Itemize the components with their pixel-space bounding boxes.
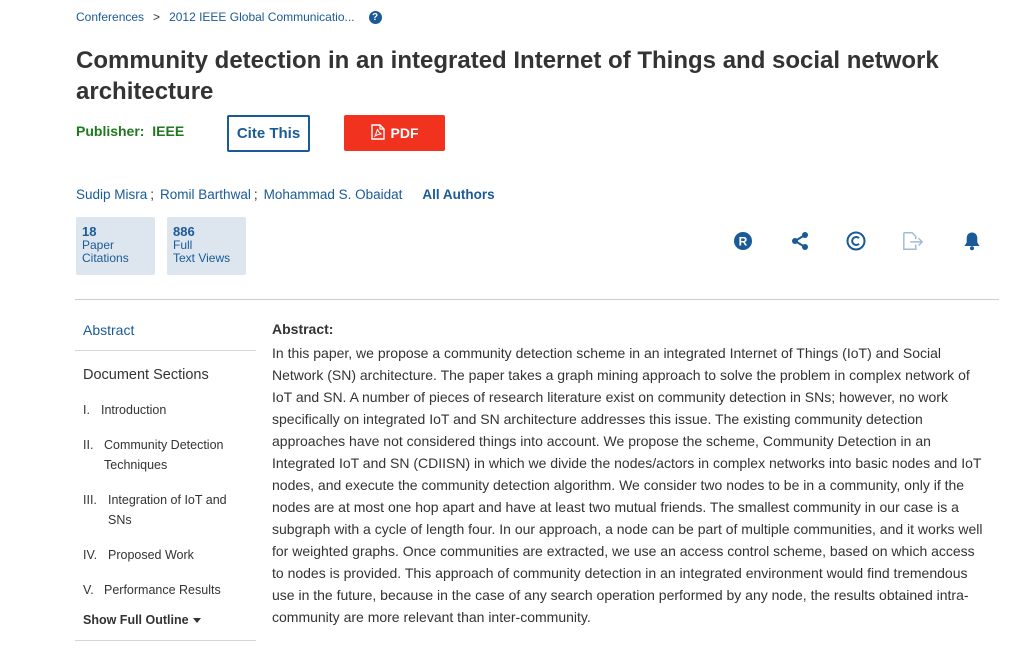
section-divider <box>75 299 999 300</box>
author-separator: ; <box>150 187 155 202</box>
metric-label-line1: Paper <box>82 238 115 252</box>
help-icon[interactable]: ? <box>369 11 382 24</box>
full-text-views-metric[interactable] <box>167 217 246 275</box>
metric-label-line2: Citations <box>82 251 129 265</box>
outline-item-integration[interactable] <box>83 490 253 530</box>
document-sections-heading: Document Sections <box>83 367 209 383</box>
caret-down-icon <box>193 618 201 623</box>
cite-this-button[interactable]: Cite This <box>227 115 310 152</box>
breadcrumb-separator: > <box>153 10 161 24</box>
share-icon[interactable] <box>789 230 811 252</box>
metric-label-line1: Full <box>173 238 193 252</box>
publisher-label: Publisher: <box>76 123 145 139</box>
pdf-button-label: PDF <box>390 125 419 141</box>
outline-item-performance-results[interactable] <box>83 580 253 600</box>
outline-number: V. <box>83 583 94 597</box>
abstract-text: In this paper, we propose a community detection scheme in an integrated Internet of Things (IoT) and Social Network (SN) architecture. The paper takes a graph mining approach to solve the problem in complex network of IoT and SN. A number of pieces of research literature exist on community detection in SNs; however, no work specifically on integrated IoT and SN architecture addresses this issue. The existing community detection approaches have not considered things into account. We propose the scheme, Community Detection in an Integrated IoT and SN (CDIISN) in which we divide the nodes/actors in complex networks into basic nodes and IoT nodes, and execute the community detection algorithm. We consider two nodes to be in a community, only if the nodes are at most one hop apart and have at least two mutual friends. The smallest community in our case is a subgraph with a cycle of length four. In our approach, a node can be part of multiple communities, and it works well for weighted graphs. Once communities are extracted, we use an access control scheme, based on which access to nodes is provided. This approach of community detection in an integrated environment would find tremendous use in the future, because in the case of any search operation performed by any node, the results obtained intra-community are more relevant than inter-community. <box>272 345 983 625</box>
show-outline-label: Show Full Outline <box>83 613 189 627</box>
sidebar-divider <box>75 640 256 641</box>
outline-number: II. <box>83 438 94 452</box>
paper-citations-metric[interactable] <box>76 217 155 275</box>
author-link[interactable]: Mohammad S. Obaidat <box>263 187 403 202</box>
sidebar-abstract-link[interactable]: Abstract <box>83 322 135 338</box>
outline-text: Integration of IoT and SNs <box>108 493 227 527</box>
author-separator: ; <box>253 187 258 202</box>
rights-icon[interactable] <box>732 230 754 252</box>
page-title: Community detection in an integrated Internet of Things and social network architecture <box>76 47 939 105</box>
outline-number: III. <box>83 493 97 507</box>
breadcrumb <box>76 10 382 24</box>
breadcrumb-conferences[interactable]: Conferences <box>76 10 145 24</box>
author-link[interactable]: Sudip Misra <box>76 187 148 202</box>
outline-text: Proposed Work <box>108 548 194 562</box>
outline-item-community-detection[interactable] <box>83 435 253 475</box>
metric-value: 886 <box>173 224 195 239</box>
outline-number: I. <box>83 403 90 417</box>
outline-number: IV. <box>83 548 98 562</box>
rights-icon-glyph: R <box>738 234 748 249</box>
abstract-heading: Abstract: <box>272 321 334 337</box>
outline-item-introduction[interactable] <box>83 400 253 420</box>
outline-item-proposed-work[interactable] <box>83 545 253 565</box>
publisher <box>76 123 184 139</box>
pdf-button[interactable] <box>344 115 445 151</box>
metric-label-line2: Text Views <box>173 251 231 265</box>
show-full-outline-button[interactable] <box>83 613 201 627</box>
pdf-icon <box>371 124 385 143</box>
sidebar-divider <box>75 350 256 351</box>
author-link[interactable]: Romil Barthwal <box>160 187 251 202</box>
alert-bell-icon[interactable] <box>961 230 983 252</box>
outline-text: Performance Results <box>104 583 221 597</box>
breadcrumb-conference-name[interactable]: 2012 IEEE Global Communicatio... <box>169 10 355 24</box>
outline-text: Introduction <box>101 403 167 417</box>
metric-value: 18 <box>82 224 97 239</box>
all-authors-link[interactable]: All Authors <box>422 187 495 202</box>
author-list <box>76 187 495 202</box>
copyright-icon[interactable] <box>845 230 867 252</box>
outline-text: Community Detection Techniques <box>104 438 224 472</box>
export-icon[interactable] <box>902 230 924 252</box>
publisher-name: IEEE <box>152 123 185 139</box>
